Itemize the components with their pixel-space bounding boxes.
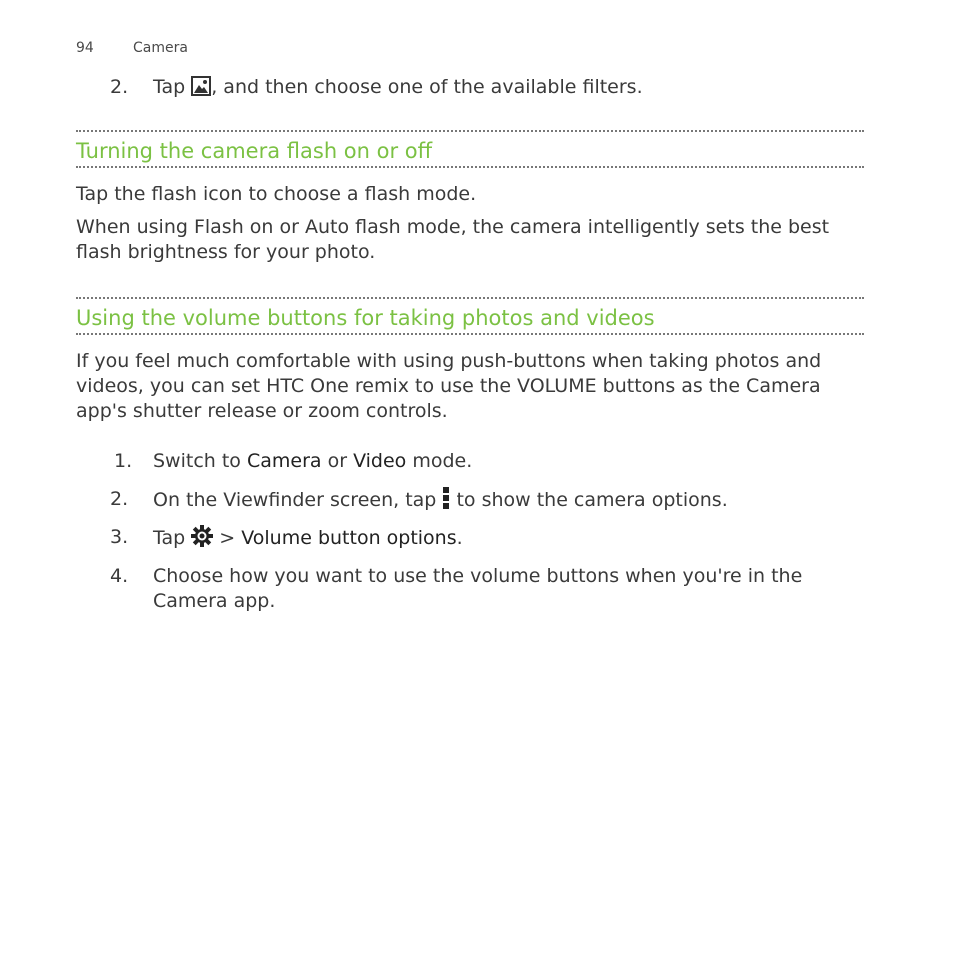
step-text (153, 525, 853, 554)
page-number: 94 (76, 40, 94, 56)
page-header (76, 40, 188, 56)
step-number: 2. (110, 76, 129, 98)
step-text-before: Tap (153, 76, 186, 98)
section-divider-top (76, 130, 864, 132)
step-text (153, 75, 853, 103)
camera-mode-label: Camera (246, 450, 322, 472)
volume-intro-paragraph: If you feel much comfortable with using push-buttons when taking photos and videos, you can set HTC One remix to use the VOLUME buttons as the Camera app's shutter release or zoom controls. (76, 350, 822, 422)
step-text-after: to show the camera options. (456, 489, 728, 511)
breadcrumb-separator: > (219, 527, 236, 549)
volume-button-options-label: Volume button options (241, 527, 457, 549)
video-mode-label: Video (353, 450, 407, 472)
step-number: 4. (110, 565, 129, 587)
step-number: 1. (114, 450, 133, 472)
flash-section-title: Turning the camera flash on or off (76, 139, 433, 163)
section-divider-bottom (76, 166, 864, 168)
step-text-part: mode. (412, 450, 473, 472)
step-number: 2. (110, 488, 129, 510)
flash-paragraph-2: When using Flash on or Auto flash mode, the camera intelligently sets the best flash brightness for your photo. (76, 216, 830, 263)
step-text: Choose how you want to use the volume buttons when you're in the Camera app. (153, 565, 803, 612)
more-options-icon (442, 487, 450, 516)
step-text (153, 487, 853, 516)
section-divider-bottom (76, 333, 864, 335)
photo-filter-icon (191, 76, 211, 103)
settings-gear-icon (191, 525, 213, 554)
step-text-period: . (456, 527, 463, 549)
step-text-part: Switch to (153, 450, 241, 472)
step-text-before: Tap (153, 527, 186, 549)
volume-section-title: Using the volume buttons for taking photos and videos (76, 306, 655, 330)
chapter-title: Camera (133, 40, 188, 56)
section-divider-top (76, 297, 864, 299)
step-number: 3. (110, 526, 129, 548)
step-text (153, 449, 853, 474)
flash-paragraph-1: Tap the flash icon to choose a flash mode. (76, 183, 477, 205)
step-text-after: , and then choose one of the available filters. (211, 76, 643, 98)
step-text-part: or (327, 450, 348, 472)
step-text-before: On the Viewfinder screen, tap (153, 489, 437, 511)
